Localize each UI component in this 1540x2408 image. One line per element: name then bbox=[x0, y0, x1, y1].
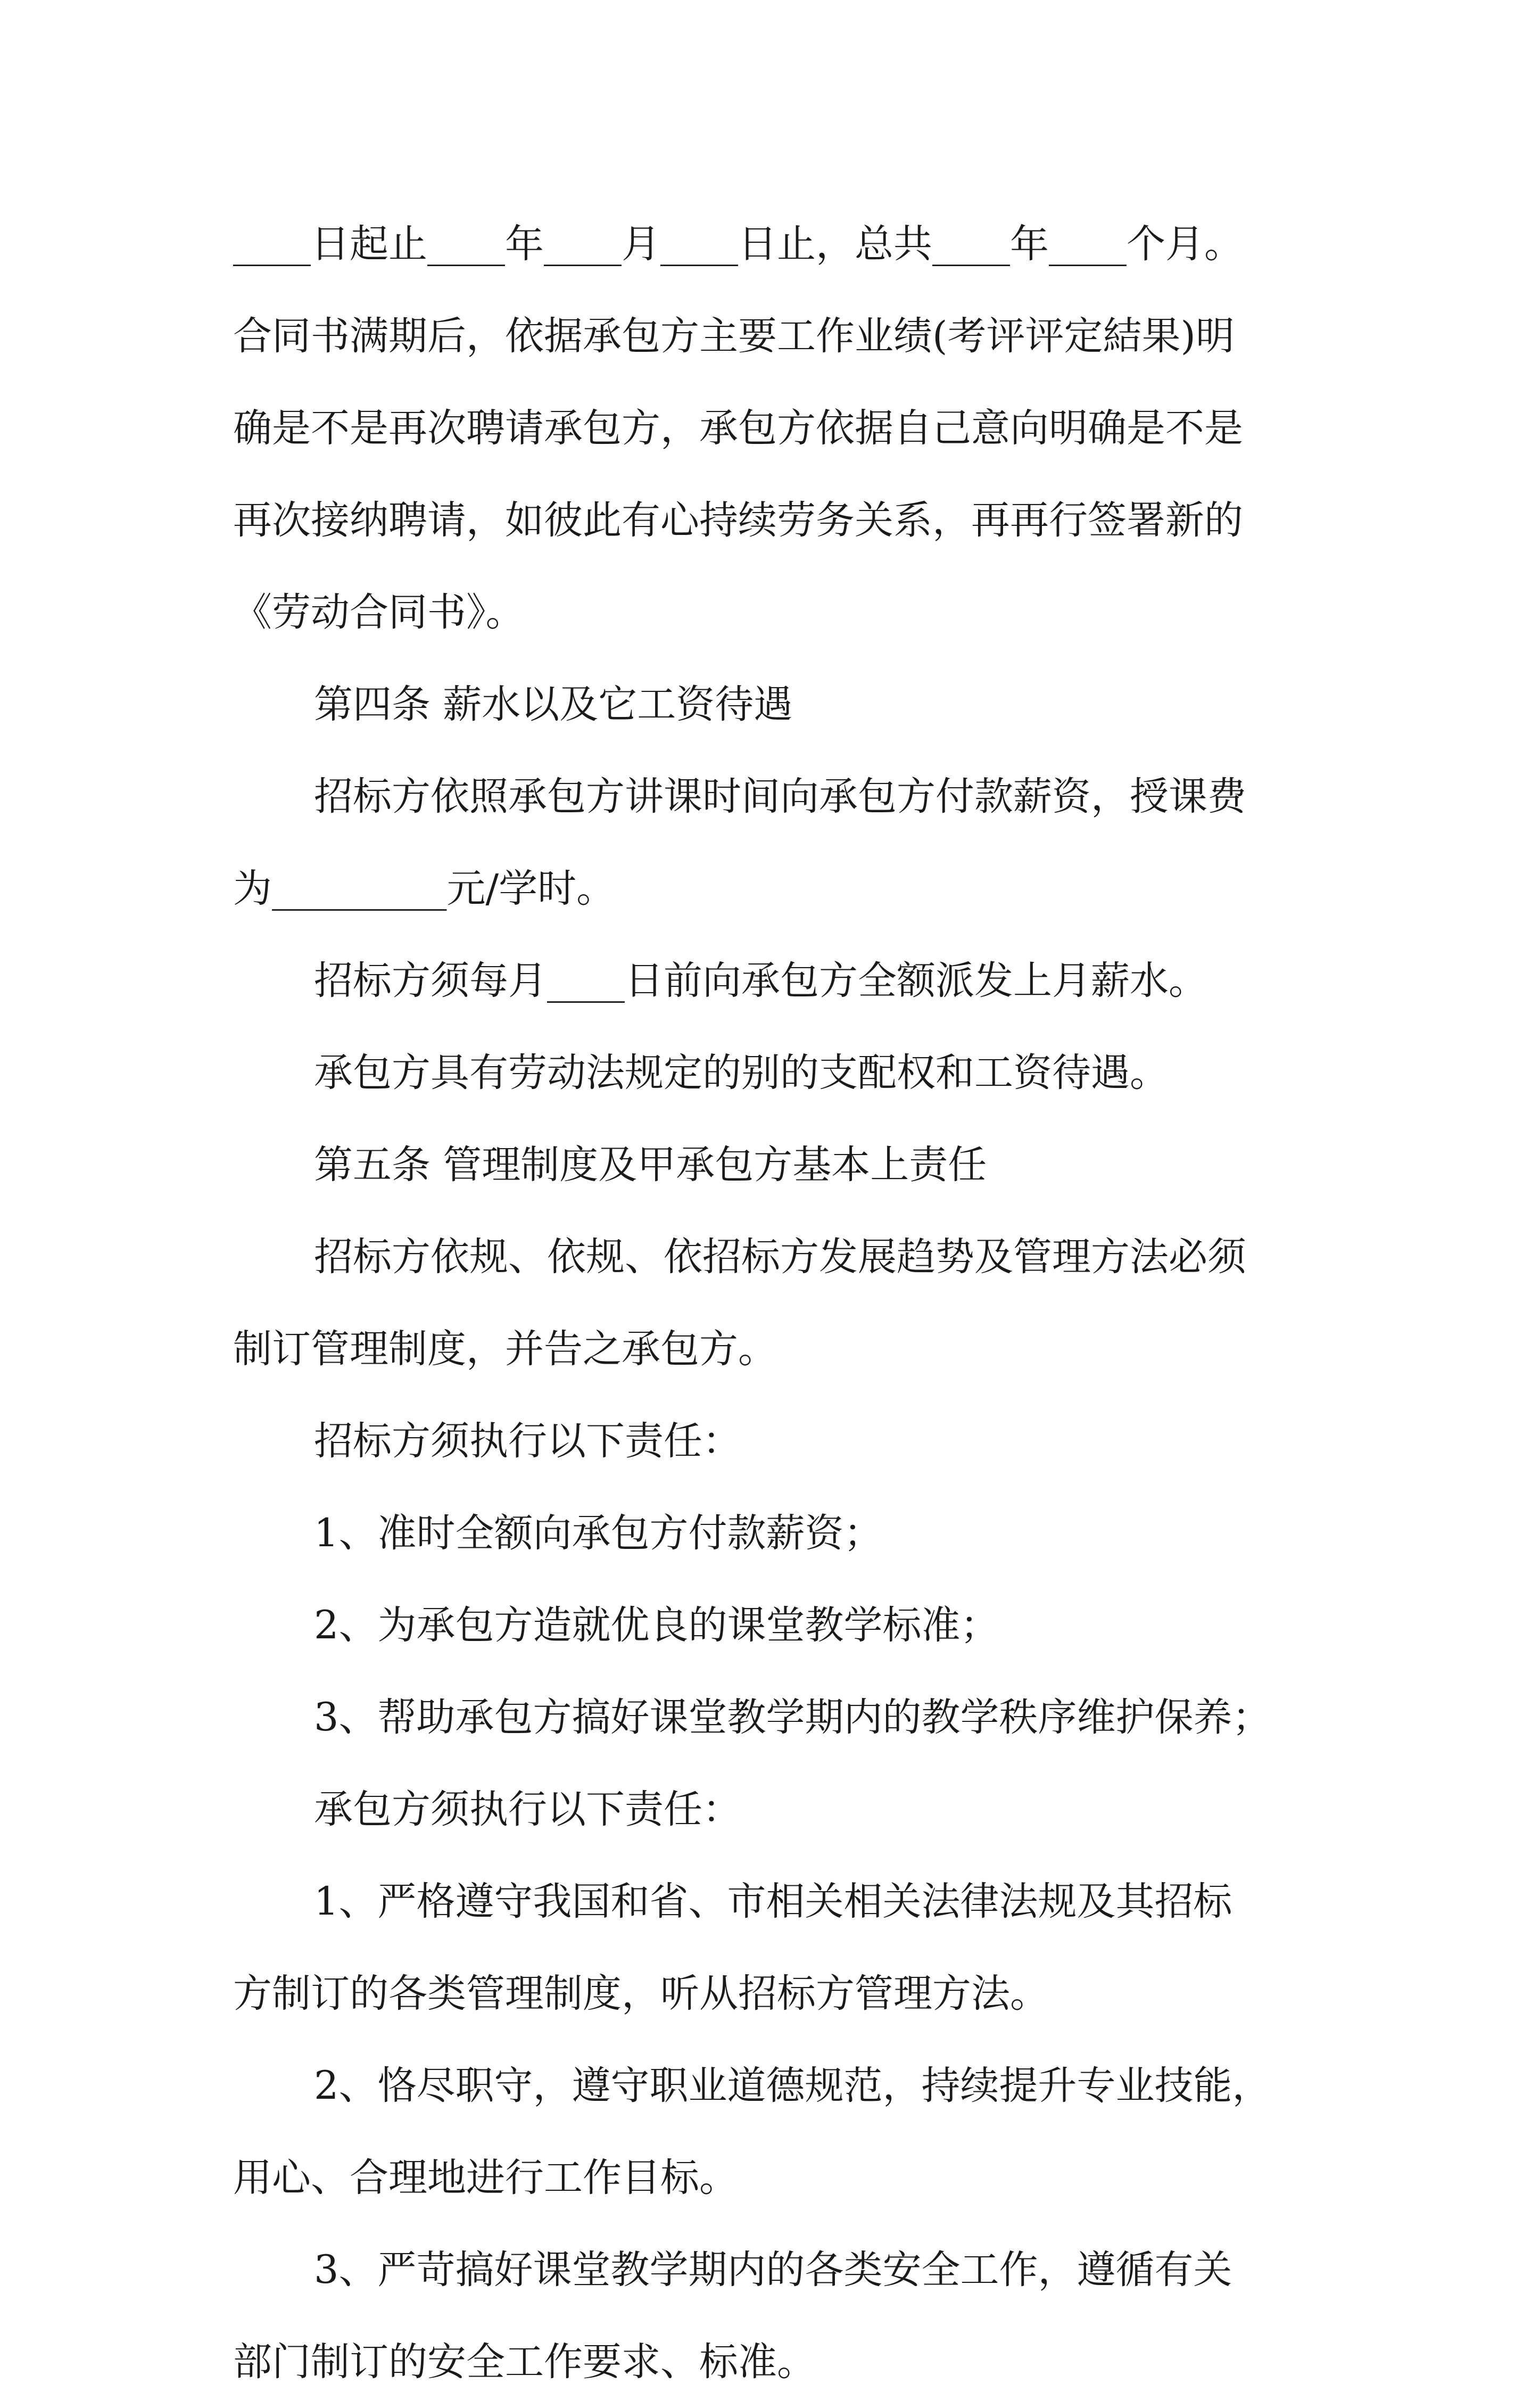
text-line: 招标方须执行以下责任： bbox=[314, 1419, 741, 1464]
list-item: 1、严格遵守我国和省、市相关相关法律法规及其招标 bbox=[314, 1879, 1232, 1924]
text-line: 承包方具有劳动法规定的别的支配权和工资待遇。 bbox=[314, 1050, 1169, 1095]
text-line: 制订管理制度，并告之承包方。 bbox=[233, 1326, 777, 1372]
list-item: 1、准时全额向承包方付款薪资； bbox=[314, 1511, 883, 1556]
list-item: 3、严苛搞好课堂教学期内的各类安全工作，遵循有关 bbox=[314, 2247, 1232, 2292]
list-item: 3、帮助承包方搞好课堂教学期内的教学秩序维护保养； bbox=[314, 1695, 1271, 1740]
text-line: 招标方依规、依规、依招标方发展趋势及管理方法必须 bbox=[314, 1234, 1246, 1280]
text-line: 确是不是再次聘请承包方，承包方依据自己意向明确是不是 bbox=[233, 406, 1243, 451]
text-line: 方制订的各类管理制度，听从招标方管理方法。 bbox=[233, 1971, 1049, 2016]
section-heading: 第五条 管理制度及甲承包方基本上责任 bbox=[314, 1142, 987, 1187]
text-line: 再次接纳聘请，如彼此有心持续劳务关系，再再行签署新的 bbox=[233, 498, 1243, 543]
list-item: 2、为承包方造就优良的课堂教学标准； bbox=[314, 1603, 999, 1648]
text-line: 为_________元/学时。 bbox=[233, 866, 616, 911]
text-line: 招标方须每月____日前向承包方全额派发上月薪水。 bbox=[314, 958, 1207, 1003]
document-body bbox=[233, 198, 1319, 2408]
text-line: 合同书满期后，依据承包方主要工作业绩(考评评定結果)明 bbox=[233, 314, 1235, 359]
text-line: 《劳动合同书》。 bbox=[233, 590, 525, 635]
text-line: 承包方须执行以下责任： bbox=[314, 1787, 741, 1832]
section-heading: 第四条 薪水以及它工资待遇 bbox=[314, 682, 793, 727]
text-line: 用心、合理地进行工作目标。 bbox=[233, 2155, 738, 2200]
list-item: 2、恪尽职守，遵守职业道德规范，持续提升专业技能， bbox=[314, 2063, 1271, 2108]
text-line: 招标方依照承包方讲课时间向承包方付款薪资，授课费 bbox=[314, 774, 1246, 819]
text-line: 部门制订的安全工作要求、标准。 bbox=[233, 2339, 816, 2385]
text-line: ____日起止____年____月____日止，总共____年____个月。 bbox=[233, 221, 1243, 267]
